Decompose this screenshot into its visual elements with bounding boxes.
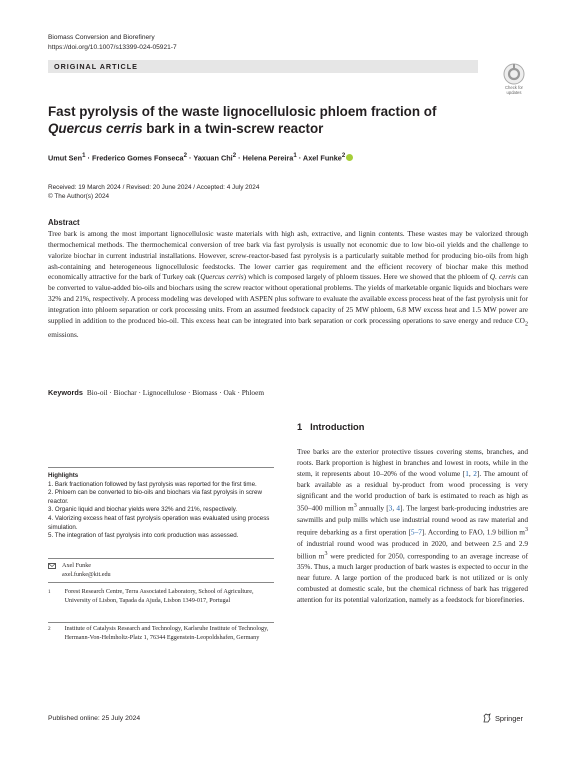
section-number: 1 <box>297 422 303 432</box>
intro-part: Tree barks are the exterior protective tissues covering stems, branches, and roots. Bark proportion is highest in branches and lowest in roots, while in the stem, it represents about 10–20% of the wood volume [ <box>297 447 528 479</box>
abstract-species: Q. cerris <box>489 272 516 282</box>
superscript: 3 <box>524 527 528 534</box>
intro-part: ]. The amount of bark available as a residual by-product from wood processing is very significant and the world production of bark is estimated to reach as high as 350–400 million m <box>297 469 528 513</box>
intro-part: were predicted for 2050, corresponding to an average increase of 35%. Thus, a much larger production of bark wastes is expected to occur in the near future. A large portion of the produced bark is not utilized or is only combusted at domestic scale, but the chemical richness of bark has triggered attention for its potential valorization, namely as a feedstock for biorefineries. <box>297 551 528 605</box>
citation-link[interactable]: 4 <box>396 503 400 513</box>
author-name[interactable]: Yaxuan Chi <box>193 153 233 163</box>
affiliation-text: Forest Research Centre, Terra Associated Laboratory, School of Agriculture, University of Lisbon, Tapada da Ajuda, Lisbon 1349-017, Portugal <box>64 588 254 604</box>
abstract-species: Quercus cerris <box>200 272 244 282</box>
section-title: Introduction <box>310 422 365 432</box>
author-name[interactable]: Helena Pereira <box>242 153 294 163</box>
affil-ref: 1 <box>82 152 86 159</box>
section-heading <box>297 422 372 432</box>
intro-part: , <box>392 503 397 513</box>
author-list: Umut Sen$^1$ · Frederico Gomes Fonseca$^2$ · Yaxuan Chi$^2$ · Helena Pereira$^1$ · Axel Funke$^2$ <box>48 152 353 162</box>
affil-ref: 2 <box>341 152 346 159</box>
superscript: 3 <box>324 550 328 557</box>
intro-part: annually [ <box>356 503 389 513</box>
publisher-name: Springer <box>495 713 523 723</box>
abstract-part: Tree bark is among the most important lignocellulosic waste materials with high ash, extractive, and lignin contents. These wastes may be valorized through thermochemical methods. The thermochemical conversion of tree bark via fast pyrolysis is usually not economic due to low bio-oil yields and the challenge to valorize biochar in current industrial installations. However, screw-reactor-based fast pyrolysis is a particularly suitable method for producing bio-oils from high ash-containing and heterogeneous lignocellulosic feedstocks. The lower carrier gas requirement and the efficient recovery of biochar make this method economically attractive for the bark of Turkey oak ( <box>48 229 528 282</box>
keywords-list: Bio-oil · Biochar · Lignocellulose · Biomass · Oak · Phloem <box>86 388 264 397</box>
title-suffix: bark in a twin-screw reactor <box>142 121 324 136</box>
intro-part: , <box>468 469 474 479</box>
article-title <box>48 103 488 137</box>
highlight-item: 2. Phloem can be converted to bio-oils and biochars via fast pyrolysis in screw reactor. <box>48 489 262 505</box>
highlight-item: 1. Bark fractionation followed by fast pyrolysis was reported for the first time. <box>48 480 257 488</box>
abstract-part: ) which is composed largely of phloem tissues. Here we showed that the phloem of <box>243 272 490 282</box>
history-dates: Received: 19 March 2024 / Revised: 20 June 2024 / Accepted: 4 July 2024 <box>48 184 260 191</box>
intro-part: ]. The largest bark-producing industries are sawmills and pulp mills which use industrial round wood as raw material and require debarking as a first operation [ <box>297 503 528 537</box>
divider <box>48 467 274 468</box>
keywords-label: Keywords <box>48 388 83 397</box>
published-date: Published online: 25 July 2024 <box>48 715 141 722</box>
doi-link[interactable]: https://doi.org/10.1007/s13399-024-05921-7 <box>48 43 177 51</box>
article-type-banner: ORIGINAL ARTICLE <box>48 60 478 73</box>
intro-part: ]. According to FAO, 1.9 billion m <box>421 527 525 537</box>
article-dates <box>48 183 259 202</box>
title-species: Quercus cerris <box>48 121 143 136</box>
affiliation-number: 1 <box>48 589 51 595</box>
author-name[interactable]: Axel Funke <box>302 153 342 163</box>
abstract-part: emissions. <box>48 330 79 340</box>
highlights-box <box>48 472 274 541</box>
affil-ref: 2 <box>183 152 187 159</box>
badge-line-2: updates <box>506 90 522 95</box>
affiliation-number: 2 <box>48 626 51 632</box>
springer-horse-icon <box>482 713 492 723</box>
journal-name: Biomass Conversion and Biorefinery <box>48 34 155 41</box>
superscript: 3 <box>353 503 357 510</box>
publisher-logo <box>482 713 523 723</box>
badge-line-1: Check for <box>505 85 523 90</box>
abstract-text <box>48 229 528 341</box>
highlight-item: 3. Organic liquid and biochar yields were 32% and 21%, respectively. <box>48 506 238 514</box>
citation-link[interactable]: 3 <box>388 503 393 513</box>
copyright: © The Author(s) 2024 <box>48 193 110 201</box>
abstract-part: can be converted to value-added bio-oils and biochars using the screw reactor without operational problems. The yields of marketable organic liquids and biochars were 32% and 21%, respectively. A process modeling was developed with ASPEN plus software to evaluate the available excess process heat of the fast pyrolysis unit for integration into phloem separation or cork processing units. From an assumed feedstock capacity of 25 MW phloem, 6.8 MW excess heat and 1.5 MW power are supplied in addition to the produced bio-oil. This excess heat can be integrated into bark separation or cork processing operations to save energy and reduce CO <box>48 272 528 325</box>
intro-part: of industrial round wood was produced in 2020, and between 2.5 and 2.9 billion m <box>297 538 528 561</box>
affiliation-item <box>48 625 274 642</box>
citation-link[interactable]: 5–7 <box>410 527 422 537</box>
author-name[interactable]: Frederico Gomes Fonseca <box>91 153 184 163</box>
highlight-item: 4. Valorizing excess heat of fast pyrolysis operation was evaluated using process simulation. <box>48 514 270 531</box>
corresponding-author <box>48 562 274 579</box>
affil-ref: 1 <box>293 152 297 159</box>
divider <box>48 558 274 559</box>
citation-link[interactable]: 1 <box>465 469 469 479</box>
citation-link[interactable]: 2 <box>473 469 477 479</box>
affiliation-item <box>48 588 274 605</box>
divider <box>48 582 274 583</box>
abstract-heading: Abstract <box>48 218 80 227</box>
keywords <box>48 388 264 397</box>
journal-header <box>48 33 177 52</box>
author-name[interactable]: Umut Sen <box>48 153 83 163</box>
title-prefix: Fast pyrolysis of the waste lignocellulosic phloem fraction of <box>48 104 437 119</box>
introduction-text <box>297 446 528 606</box>
highlight-item: 5. The integration of fast pyrolysis into cork production was assessed. <box>48 532 239 540</box>
contact-name: Axel Funke <box>62 562 92 569</box>
check-for-updates-badge[interactable] <box>500 63 528 97</box>
envelope-icon <box>48 563 56 569</box>
highlights-heading: Highlights <box>48 472 79 479</box>
subscript: 2 <box>524 321 528 328</box>
divider <box>48 622 274 623</box>
affil-ref: 2 <box>232 152 237 159</box>
affiliations <box>48 625 274 648</box>
orcid-icon[interactable] <box>346 154 353 161</box>
affiliations <box>48 588 274 611</box>
affiliation-text: Institute of Catalysis Research and Technology, Karlsruhe Institute of Technology, Hermann-Von-Helmholtz-Platz 1, 76344 Eggenstein-Leopoldshafen, Germany <box>64 625 269 641</box>
contact-email[interactable]: axel.funke@kit.edu <box>62 570 111 578</box>
